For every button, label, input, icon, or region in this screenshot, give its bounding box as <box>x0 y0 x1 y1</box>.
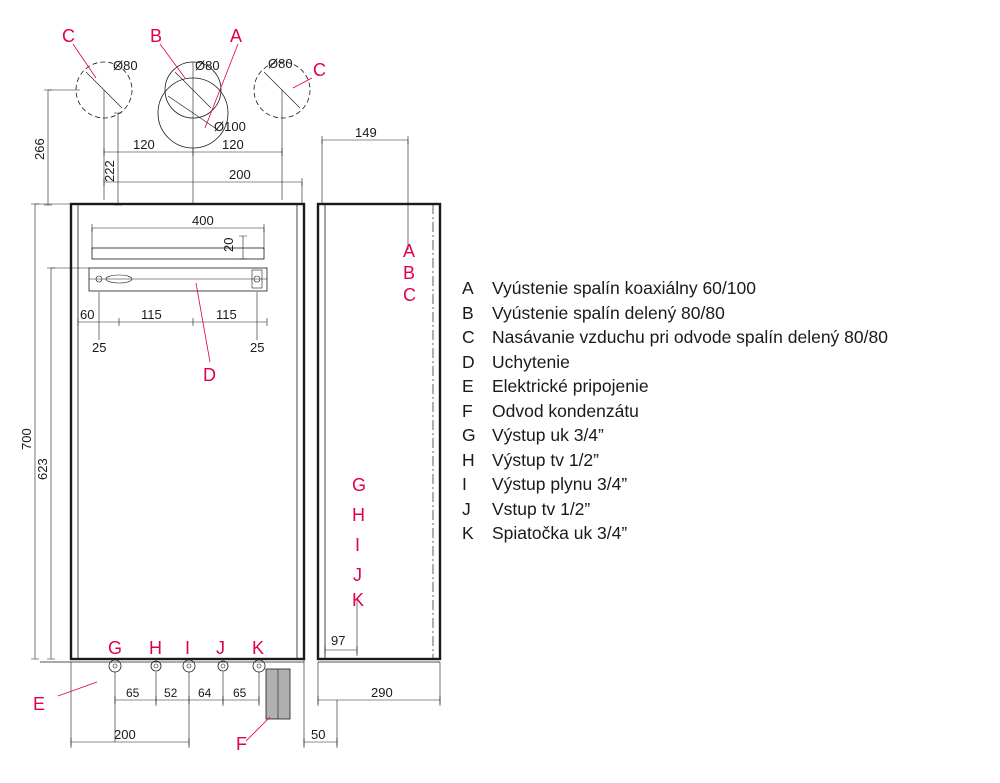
callout-a-top: A <box>230 26 243 46</box>
legend-item <box>462 303 1000 328</box>
callout-h-side: H <box>352 505 365 525</box>
callout-k-front: K <box>252 638 265 658</box>
dim-623: 623 <box>35 458 50 480</box>
callout-b-side: B <box>403 263 416 283</box>
callout-e-front: E <box>33 694 46 714</box>
legend-item <box>462 376 1000 401</box>
dim-266: 266 <box>32 138 47 160</box>
dim-64: 64 <box>198 686 212 700</box>
dim-25-right: 25 <box>250 340 265 355</box>
callout-i-front: I <box>185 638 191 658</box>
legend-item <box>462 327 1000 352</box>
legend-key: E <box>462 376 474 396</box>
dim-700: 700 <box>19 428 34 450</box>
dim-50: 50 <box>311 727 326 742</box>
callout-c-top-right: C <box>313 60 326 80</box>
legend-item <box>462 278 1000 303</box>
dim-400: 400 <box>192 213 214 228</box>
front-view-outline <box>71 204 304 659</box>
callout-g-front: G <box>108 638 123 658</box>
callout-k-side: K <box>352 590 365 610</box>
dim-d80-left: Ø80 <box>113 58 138 73</box>
legend-item <box>462 474 1000 499</box>
legend-key: K <box>462 523 474 543</box>
legend-key: F <box>462 400 473 421</box>
dim-115-left: 115 <box>141 307 162 322</box>
mounting-rail-top <box>92 248 264 259</box>
dim-52: 52 <box>164 686 178 700</box>
legend-key: C <box>462 327 475 347</box>
connector-j <box>218 661 228 671</box>
callout-b-top: B <box>150 26 163 46</box>
legend-item <box>462 450 1000 475</box>
connector-h <box>151 661 161 671</box>
dim-222: 222 <box>102 160 117 182</box>
legend-text: Spiatočka uk 3/4” <box>492 523 628 543</box>
legend-key: A <box>462 278 474 298</box>
legend-key: J <box>462 498 471 519</box>
mounting-bracket <box>89 268 267 291</box>
legend-text: Odvod kondenzátu <box>492 400 639 421</box>
callout-i-side: I <box>355 535 361 555</box>
dim-115-right: 115 <box>216 307 237 322</box>
dim-200-bottom: 200 <box>114 727 136 742</box>
legend-text: Výstup uk 3/4” <box>492 425 604 445</box>
legend-key: I <box>462 474 467 494</box>
legend-item <box>462 352 1000 377</box>
callout-f-front: F <box>236 734 247 754</box>
legend-text: Výstup tv 1/2” <box>492 449 599 470</box>
callout-g-side: G <box>352 475 367 495</box>
legend-item <box>462 523 1000 548</box>
dim-149: 149 <box>355 125 377 140</box>
callout-j-front: J <box>216 638 225 658</box>
dim-d80-right: Ø80 <box>268 56 293 71</box>
legend-key: D <box>462 351 475 372</box>
legend-item <box>462 401 1000 426</box>
dim-120-right: 120 <box>222 137 244 152</box>
legend-key: G <box>462 425 476 445</box>
dim-120-left: 120 <box>133 137 155 152</box>
legend-text: Výstup plynu 3/4” <box>492 474 628 494</box>
legend-item <box>462 499 1000 524</box>
dim-60: 60 <box>80 307 95 322</box>
dim-97: 97 <box>331 633 346 648</box>
legend-key: H <box>462 449 475 470</box>
callout-c-side: C <box>403 285 416 305</box>
dim-20: 20 <box>221 237 236 252</box>
dim-65-a: 65 <box>126 686 140 700</box>
callout-a-side: A <box>403 241 416 261</box>
legend-key: B <box>462 302 474 323</box>
dim-65-b: 65 <box>233 686 247 700</box>
dim-200-top: 200 <box>229 167 251 182</box>
legend-text: Nasávanie vzduchu pri odvode spalín delený 80/80 <box>492 327 888 347</box>
callout-d-front: D <box>203 365 216 385</box>
dim-d80-mid: Ø80 <box>195 58 220 73</box>
dim-290: 290 <box>371 685 393 700</box>
dim-d100: Ø100 <box>214 119 246 134</box>
callout-c-top-left: C <box>62 26 75 46</box>
callout-h-front: H <box>149 638 162 658</box>
dim-25-left: 25 <box>92 340 107 355</box>
legend-text: Vyústenie spalín koaxiálny 60/100 <box>492 278 756 298</box>
side-view-outline <box>318 204 440 659</box>
legend-list <box>462 278 1000 548</box>
legend-text: Vyústenie spalín delený 80/80 <box>492 302 725 323</box>
legend-text: Uchytenie <box>492 351 570 372</box>
callout-j-side: J <box>353 565 362 585</box>
legend-text: Elektrické pripojenie <box>492 376 649 396</box>
legend-item <box>462 425 1000 450</box>
legend-text: Vstup tv 1/2” <box>492 498 591 519</box>
